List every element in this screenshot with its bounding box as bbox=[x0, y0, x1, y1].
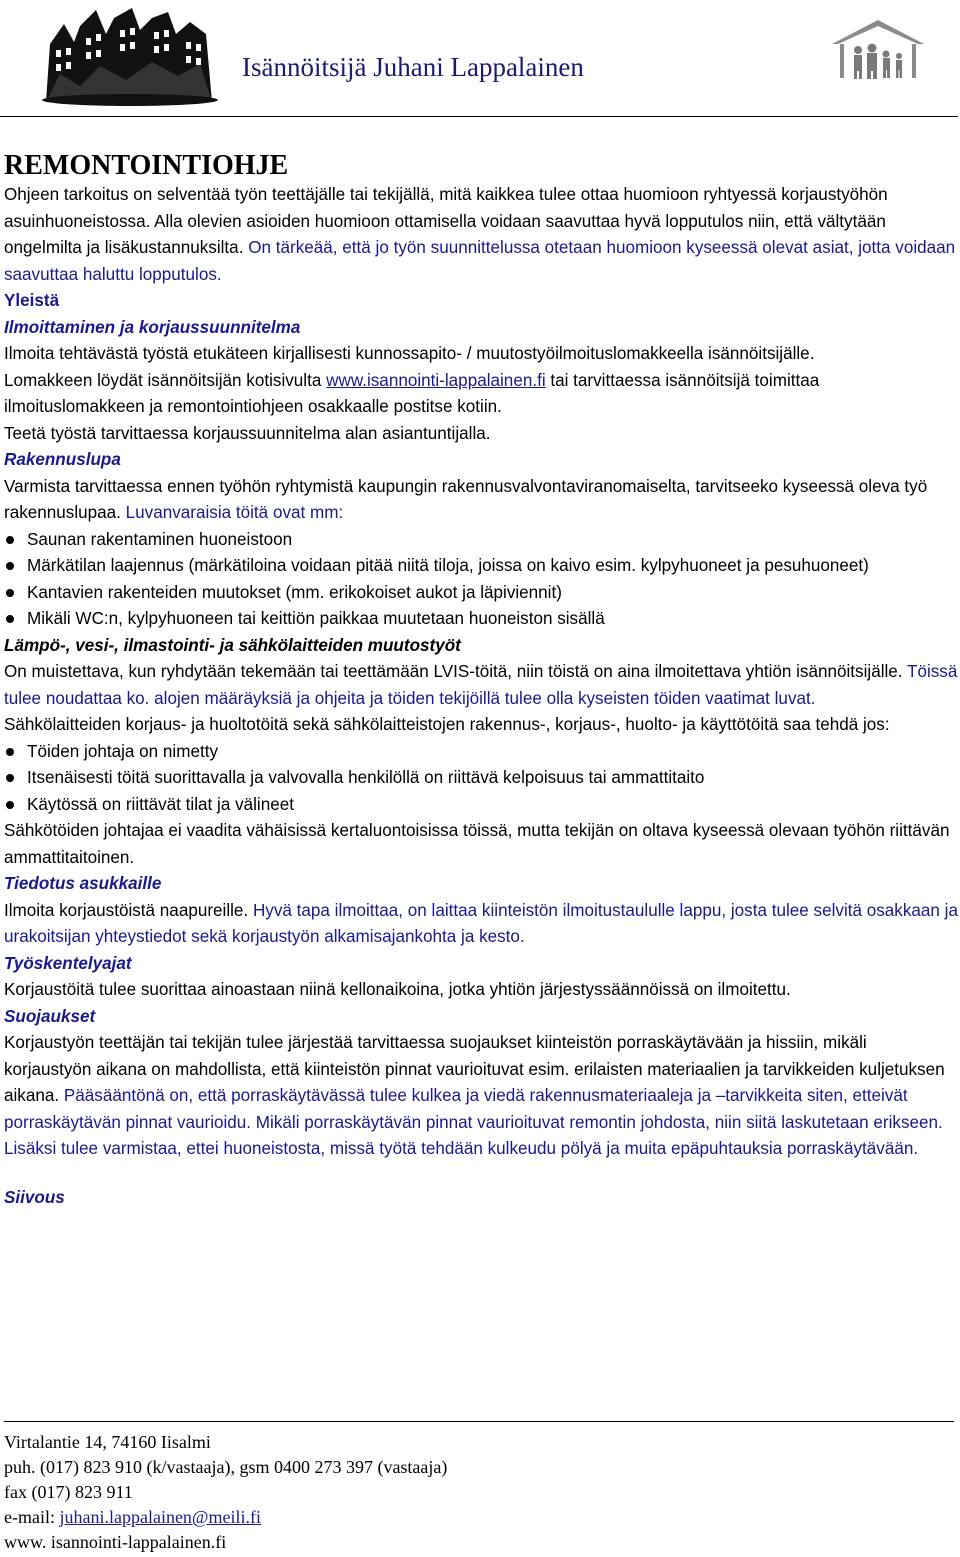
list-item: Kantavien rakenteiden muutokset (mm. erikokoiset aukot ja läpiviennit) bbox=[4, 580, 958, 607]
tiedotus-emphasis: Hyvä tapa ilmoittaa, on laittaa kiinteistön ilmoitustaululle lappu, josta tulee selvitä osakkaan ja urakoitsijan yhteystiedot sekä korjaustyön alkamisajankohta ja kesto. bbox=[4, 900, 958, 946]
lvis-text: On muistettava, kun ryhdytään tekemään tai teettämään LVIS-töitä, niin töistä on aina ilmoitettava yhtiön isännöitsijälle. bbox=[4, 662, 903, 681]
rakennuslupa-emphasis: Luvanvaraisia töitä ovat mm: bbox=[125, 503, 344, 522]
footer-email-line bbox=[4, 1505, 447, 1530]
tyoskentelyajat-text: Korjaustöitä tulee suorittaa ainoastaan niinä kellonaikoina, jotka yhtiön järjestyssäännöissä on ilmoitettu. bbox=[4, 980, 791, 999]
email-link[interactable]: juhani.lappalainen@meili.fi bbox=[59, 1507, 261, 1527]
section-heading-tiedotus: Tiedotus asukkaille bbox=[4, 874, 162, 893]
list-item: Märkätilan laajennus (märkätiloina voidaan pitää niitä tiloja, joissa on kaivo esim. kylpyhuoneet ja pesuhuoneet) bbox=[4, 553, 958, 580]
section-heading-siivous: Siivous bbox=[4, 1187, 65, 1207]
ilmoittaminen-text: Ilmoita tehtävästä työstä etukäteen kirjallisesti kunnossapito- / muutostyöilmoituslomakkeella isännöitsijälle. bbox=[4, 344, 815, 363]
document-title: REMONTOINTIOHJE bbox=[4, 150, 289, 181]
list-item: Saunan rakentaminen huoneistoon bbox=[4, 527, 958, 554]
suojaukset-paragraph bbox=[4, 1030, 958, 1163]
lvis-paragraph bbox=[4, 659, 958, 712]
document-body bbox=[4, 150, 958, 1211]
website-link[interactable]: www.isannointi-lappalainen.fi bbox=[326, 370, 546, 390]
rakennuslupa-paragraph bbox=[4, 474, 958, 527]
footer-contact bbox=[4, 1430, 447, 1555]
sahko-ehdot-list bbox=[4, 739, 958, 819]
company-name: Isännöitsijä Juhani Lappalainen bbox=[242, 52, 584, 82]
section-heading-yleista: Yleistä bbox=[4, 291, 60, 310]
intro-text: Ohjeen tarkoitus on selventää työn teettäjälle tai tekijällä, mitä kaikkea tulee ottaa huomioon ryhtyessä korjaustyöhön asuinhuoneistossa. Alla olevien asioiden huomioon ottamisella voidaan saavuttaa hyvä lopputulos niin, että vältytään ongelmilta ja lisäkustannuksilta. bbox=[4, 185, 888, 257]
rakennuslupa-text: Varmista tarvittaessa ennen työhön ryhtymistä kaupungin rakennusvalvontaviranomaiselta, tarvitseeko kyseessä oleva työ rakennuslupaa. bbox=[4, 476, 928, 522]
sahko-johtaja-text: Sähkötöiden johtajaa ei vaadita vähäisissä kertaluontoisissa töissä, mutta tekijän on oltava kyseessä olevaan työhön riittävän ammattitaitoinen. bbox=[4, 821, 950, 867]
korjaussuunnitelma-text: Teetä työstä tarvittaessa korjaussuunnitelma alan asiantuntijalla. bbox=[4, 423, 491, 443]
luvanvaraiset-list bbox=[4, 527, 958, 633]
suojaukset-text: Korjaustyön teettäjän tai tekijän tulee järjestää tarvittaessa suojaukset kiinteistön porraskäytävään ja hissiin, mikäli korjaustyön aikana on mahdollista, että kiinteistön pinnat vaurioituvat esim. erilaisten materiaalien ja tarvikkeiden kuljetuksen aikana. bbox=[4, 1033, 945, 1105]
house-family-logo-icon bbox=[828, 18, 928, 80]
footer-rule bbox=[4, 1421, 954, 1422]
suojaukset-emphasis: Pääsääntönä on, että porraskäytävässä tulee kulkea ja viedä rakennusmateriaaleja ja –tarvikkeita siten, etteivät porraskäytävän pinnat vaurioidu. Mikäli porraskäytävän pinnat vaurioituvat remontin johdosta, niin siitä laskutetaan erikseen. Lisäksi tulee varmistaa, ettei huoneistosta, missä työtä tehdään kulkeudu pölyä ja muita epäpuhtauksia porraskäytävään. bbox=[4, 1086, 943, 1158]
section-heading-lvis: Lämpö-, vesi-, ilmastointi- ja sähkölaitteiden muutostyöt bbox=[4, 635, 461, 655]
list-item: Töiden johtaja on nimetty bbox=[4, 739, 958, 766]
letterhead bbox=[0, 0, 960, 125]
footer-email-label: e-mail: bbox=[4, 1507, 55, 1527]
lomakkeet-paragraph bbox=[4, 368, 958, 421]
header-rule bbox=[0, 116, 958, 117]
intro-emphasis: On tärkeää, että jo työn suunnittelussa otetaan huomioon kyseessä olevat asiat, jotta voidaan saavuttaa haluttu lopputulos. bbox=[4, 238, 956, 284]
footer-fax: fax (017) 823 911 bbox=[4, 1482, 133, 1502]
list-item: Käytössä on riittävät tilat ja välineet bbox=[4, 792, 958, 819]
section-heading-ilmoittaminen: Ilmoittaminen ja korjaussuunnitelma bbox=[4, 317, 301, 337]
lomakkeet-text-after: tai tarvittaessa isännöitsijä toimittaa ilmoituslomakkeen ja remontointiohjeen osakkaalle postitse kotiin. bbox=[4, 370, 820, 416]
lvis-emphasis: Töissä tulee noudattaa ko. alojen määräyksiä ja ohjeita ja töiden tekijöillä tulee olla kyseisten töiden vaatimat luvat. bbox=[4, 662, 958, 708]
spacer bbox=[4, 1163, 958, 1185]
buildings-logo-icon bbox=[40, 4, 220, 108]
footer-address: Virtalantie 14, 74160 Iisalmi bbox=[4, 1432, 211, 1452]
footer-website: www. isannointi-lappalainen.fi bbox=[4, 1532, 227, 1552]
section-heading-suojaukset: Suojaukset bbox=[4, 1006, 96, 1026]
list-item: Itsenäisesti töitä suorittavalla ja valvovalla henkilöllä on riittävä kelpoisuus tai ammattitaito bbox=[4, 765, 958, 792]
sahko-text: Sähkölaitteiden korjaus- ja huoltotöitä sekä sähkölaitteistojen rakennus-, korjaus-, huolto- ja käyttötöitä saa tehdä jos: bbox=[4, 715, 890, 734]
tiedotus-paragraph bbox=[4, 898, 958, 951]
lomakkeet-text: Lomakkeen löydät isännöitsijän kotisivulta bbox=[4, 370, 322, 390]
list-item: Mikäli WC:n, kylpyhuoneen tai keittiön paikkaa muutetaan huoneiston sisällä bbox=[4, 606, 958, 633]
footer-phone: puh. (017) 823 910 (k/vastaaja), gsm 0400 273 397 (vastaaja) bbox=[4, 1457, 448, 1477]
intro-paragraph bbox=[4, 182, 958, 288]
tiedotus-text: Ilmoita korjaustöistä naapureille. bbox=[4, 900, 249, 920]
section-heading-tyoskentelyajat: Työskentelyajat bbox=[4, 953, 132, 973]
section-heading-rakennuslupa: Rakennuslupa bbox=[4, 450, 121, 469]
